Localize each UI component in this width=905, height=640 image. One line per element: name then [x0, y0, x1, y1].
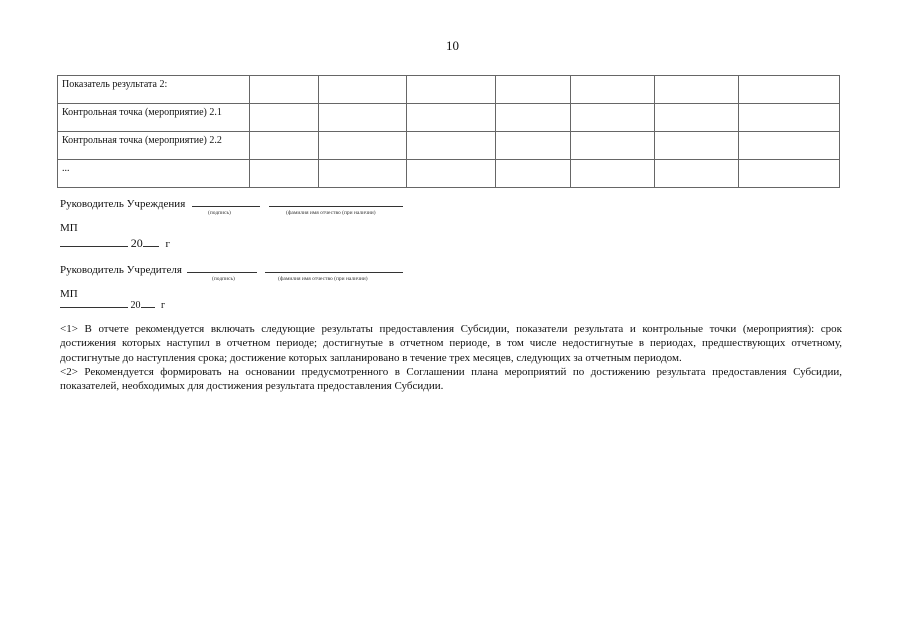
year-suffix: г: [161, 300, 166, 311]
page-number: 10: [446, 38, 459, 53]
name-caption: (фамилия имя отчество (при наличии): [286, 210, 376, 216]
stamp-label: МП: [60, 222, 78, 234]
table-cell: [571, 132, 655, 160]
date-line: [60, 236, 170, 251]
table-cell: [250, 160, 319, 188]
table-cell: [319, 132, 407, 160]
founder-signature-line: [60, 264, 403, 276]
footnote-2: <2> Рекомендуется формировать на основании предусмотренного в Соглашении плана мероприятий по достижению результата предоставления Субсидии, показателей, необходимых для достижения результата предоставления Субсидии.: [60, 365, 842, 393]
signature-line: [192, 206, 260, 207]
table-row: [58, 76, 840, 104]
head-label: Руководитель Учреждения: [60, 198, 186, 210]
row-label: Показатель результата 2:: [58, 76, 250, 104]
table-cell: [655, 132, 739, 160]
table-row: [58, 160, 840, 188]
date-day-line: [60, 246, 128, 247]
table-cell: [250, 132, 319, 160]
table-cell: [739, 132, 840, 160]
signature-caption: (подпись): [208, 210, 231, 216]
table-cell: [739, 76, 840, 104]
stamp-label: МП: [60, 288, 78, 300]
table-cell: [407, 76, 496, 104]
name-line: [265, 272, 403, 273]
year-line: [141, 307, 155, 308]
table-cell: [407, 104, 496, 132]
table-cell: [319, 160, 407, 188]
head-signature-line: [60, 198, 403, 210]
table-cell: [655, 160, 739, 188]
table-cell: [571, 104, 655, 132]
table-cell: [655, 76, 739, 104]
table-row: [58, 104, 840, 132]
table-cell: [496, 160, 571, 188]
table-cell: [739, 160, 840, 188]
name-line: [269, 206, 403, 207]
year-suffix: г: [165, 238, 171, 250]
table-cell: [319, 104, 407, 132]
year-prefix: 20: [130, 236, 143, 250]
footnote-1: <1> В отчете рекомендуется включать следующие результаты предоставления Субсидии, показатели результата и контрольные точки (мероприятия): срок достижения которых наступил в отчетном периоде; достигнутые в отчетном периоде, в том числе недостигнутые в периодах, предшествующих отчетному, достигнутые до наступления срока; достижение которых запланировано в течение трех месяцев, следующих за отчетным периодом.: [60, 323, 842, 364]
date-line: [60, 300, 165, 311]
table-cell: [250, 76, 319, 104]
table-row: [58, 132, 840, 160]
founder-label: Руководитель Учредителя: [60, 264, 182, 276]
row-label: Контрольная точка (мероприятие) 2.2: [58, 132, 250, 160]
year-line: [143, 246, 159, 247]
table-cell: [739, 104, 840, 132]
signature-line: [187, 272, 257, 273]
table-cell: [407, 160, 496, 188]
signature-caption: (подпись): [212, 276, 235, 282]
table-cell: [571, 160, 655, 188]
table-cell: [496, 104, 571, 132]
table-cell: [250, 104, 319, 132]
table-cell: [496, 76, 571, 104]
footnotes: [60, 322, 842, 393]
results-table: [57, 75, 840, 188]
table-cell: [655, 104, 739, 132]
year-prefix: 20: [130, 300, 141, 311]
date-day-line: [60, 307, 128, 308]
table-cell: [407, 132, 496, 160]
row-label: ...: [58, 160, 250, 188]
table-cell: [571, 76, 655, 104]
name-caption: (фамилия имя отчество (при наличии): [278, 276, 368, 282]
table-cell: [496, 132, 571, 160]
table-cell: [319, 76, 407, 104]
row-label: Контрольная точка (мероприятие) 2.1: [58, 104, 250, 132]
